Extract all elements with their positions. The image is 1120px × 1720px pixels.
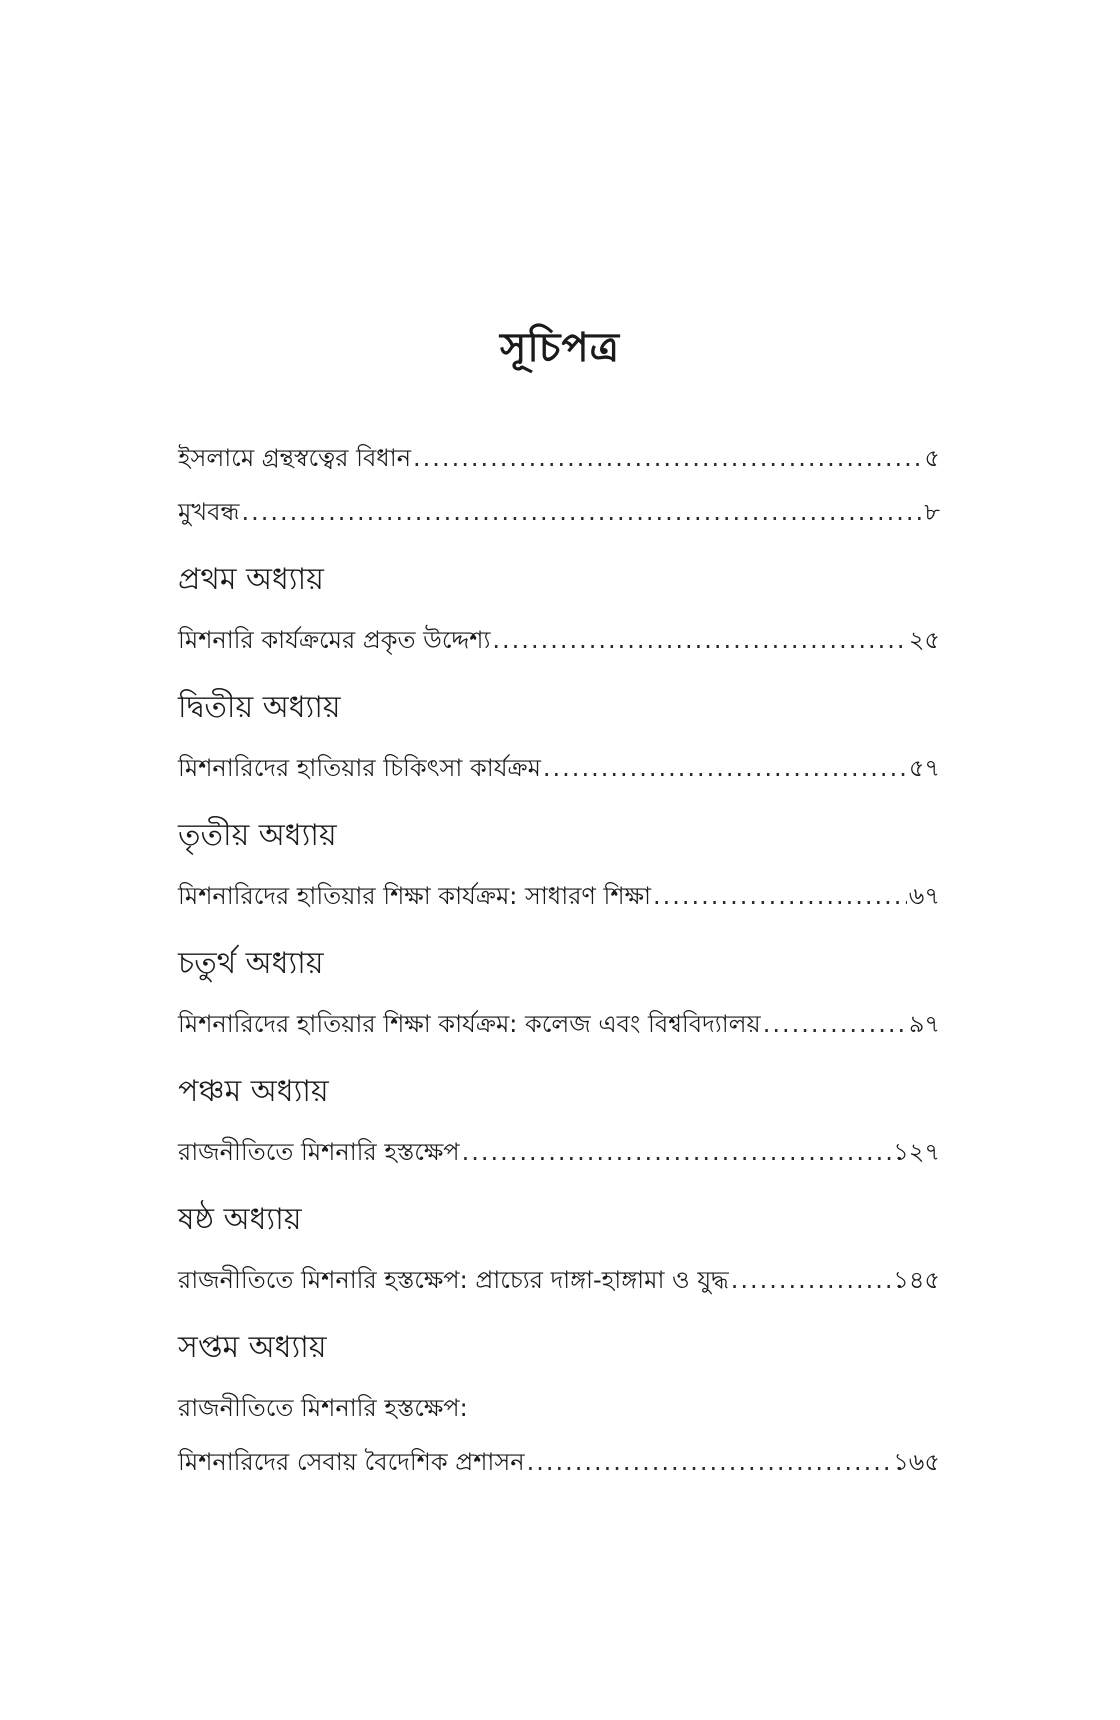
toc-entry-label: মিশনারিদের হাতিয়ার শিক্ষা কার্যক্রম: কলেজ এবং বিশ্ববিদ্যালয় bbox=[178, 1010, 761, 1038]
chapter-heading-6: ষষ্ঠ অধ্যায় bbox=[178, 1202, 302, 1237]
toc-entry-label: মিশনারি কার্যক্রমের প্রকৃত উদ্দেশ্য bbox=[178, 626, 491, 654]
dot-leader bbox=[731, 1262, 892, 1298]
toc-page-number: ৮ bbox=[924, 498, 940, 526]
table-of-contents bbox=[178, 440, 940, 1480]
toc-entry-label: মিশনারিদের হাতিয়ার চিকিৎসা কার্যক্রম bbox=[178, 754, 541, 782]
page-title: সূচিপত্র bbox=[500, 325, 620, 371]
toc-entry-chapter-7 bbox=[178, 1444, 940, 1480]
toc-entry-label: রাজনীতিতে মিশনারি হস্তক্ষেপ bbox=[178, 1138, 460, 1166]
toc-entry-label: ইসলামে গ্রন্থস্বত্বের বিধান bbox=[178, 444, 412, 472]
toc-page-number: ১৪৫ bbox=[893, 1266, 940, 1294]
toc-entry-front-2 bbox=[178, 494, 940, 530]
toc-entry-chapter-7-first-line: রাজনীতিতে মিশনারি হস্তক্ষেপ: bbox=[178, 1394, 468, 1422]
toc-entry-chapter-4 bbox=[178, 1006, 940, 1042]
chapter-heading-3: তৃতীয় অধ্যায় bbox=[178, 818, 337, 853]
dot-leader bbox=[241, 494, 922, 530]
dot-leader bbox=[543, 750, 907, 786]
toc-entry-label: মিশনারিদের সেবায় বৈদেশিক প্রশাসন bbox=[178, 1448, 525, 1476]
dot-leader bbox=[527, 1444, 892, 1480]
toc-page-number: ১২৭ bbox=[893, 1138, 940, 1166]
dot-leader bbox=[462, 1134, 892, 1170]
toc-entry-chapter-3 bbox=[178, 878, 940, 914]
toc-entry-label: মুখবন্ধ bbox=[178, 498, 240, 526]
chapter-heading-2: দ্বিতীয় অধ্যায় bbox=[178, 690, 341, 725]
toc-entry-label: রাজনীতিতে মিশনারি হস্তক্ষেপ: প্রাচ্যের দাঙ্গা-হাঙ্গামা ও যুদ্ধ bbox=[178, 1266, 729, 1294]
dot-leader bbox=[653, 878, 907, 914]
toc-page-number: ২৫ bbox=[908, 626, 940, 654]
toc-page-number: ৬৭ bbox=[908, 882, 940, 910]
dot-leader bbox=[492, 622, 906, 658]
toc-entry-label: মিশনারিদের হাতিয়ার শিক্ষা কার্যক্রম: সাধারণ শিক্ষা bbox=[178, 882, 652, 910]
toc-entry-chapter-5 bbox=[178, 1134, 940, 1170]
toc-entry-chapter-6 bbox=[178, 1262, 940, 1298]
toc-page-number: ৯৭ bbox=[908, 1010, 940, 1038]
dot-leader bbox=[413, 440, 922, 476]
dot-leader bbox=[763, 1006, 907, 1042]
toc-entry-chapter-1 bbox=[178, 622, 940, 658]
chapter-heading-7: সপ্তম অধ্যায় bbox=[178, 1330, 327, 1365]
toc-entry-front-1 bbox=[178, 440, 940, 476]
toc-page-number: ৫ bbox=[924, 444, 940, 472]
toc-entry-chapter-2 bbox=[178, 750, 940, 786]
chapter-heading-5: পঞ্চম অধ্যায় bbox=[178, 1074, 329, 1109]
chapter-heading-1: প্রথম অধ্যায় bbox=[178, 562, 324, 597]
toc-page-number: ৫৭ bbox=[908, 754, 940, 782]
toc-page-number: ১৬৫ bbox=[893, 1448, 940, 1476]
chapter-heading-4: চতুর্থ অধ্যায় bbox=[178, 946, 324, 981]
